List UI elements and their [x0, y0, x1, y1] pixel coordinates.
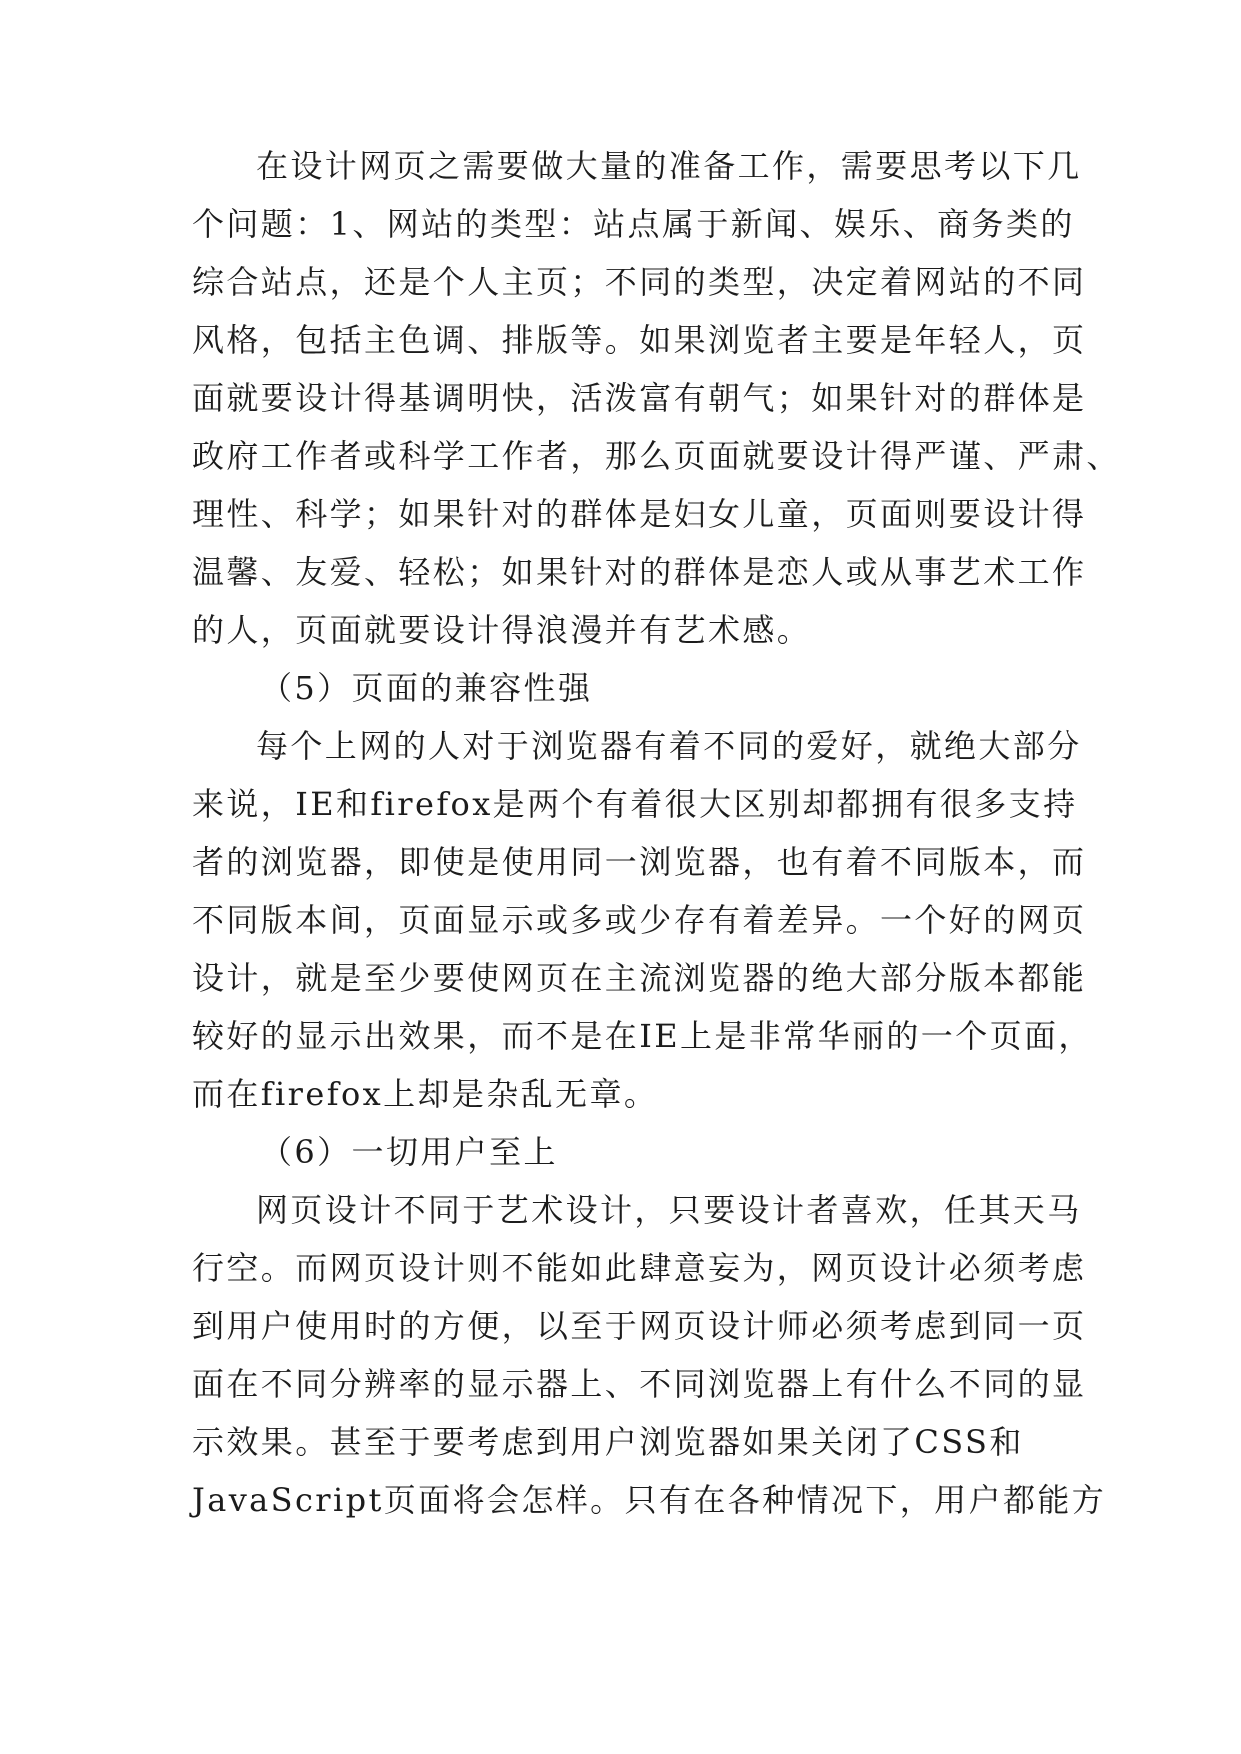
paragraph-line: 不同版本间，页面显示或多或少存有着差异。一个好的网页	[192, 901, 1087, 939]
paragraph-line: 者的浏览器，即使是使用同一浏览器，也有着不同版本，而	[192, 843, 1087, 881]
section-heading: （5）页面的兼容性强	[260, 669, 593, 707]
paragraph-line: 个问题：1、网站的类型：站点属于新闻、娱乐、商务类的	[192, 205, 1075, 243]
paragraph-line: 网页设计不同于艺术设计，只要设计者喜欢，任其天马	[256, 1191, 1082, 1229]
paragraph-line: 设计，就是至少要使网页在主流浏览器的绝大部分版本都能	[192, 959, 1087, 997]
paragraph-line: 的人，页面就要设计得浪漫并有艺术感。	[192, 611, 812, 649]
paragraph-line: 在设计网页之需要做大量的准备工作，需要思考以下几	[256, 147, 1082, 185]
paragraph-line: 政府工作者或科学工作者，那么页面就要设计得严谨、严肃、	[192, 437, 1121, 475]
paragraph-line: 理性、科学；如果针对的群体是妇女儿童，页面则要设计得	[192, 495, 1087, 533]
paragraph-line: 面就要设计得基调明快，活泼富有朝气；如果针对的群体是	[192, 379, 1087, 417]
paragraph-line: 每个上网的人对于浏览器有着不同的爱好，就绝大部分	[256, 727, 1082, 765]
paragraph-line: 较好的显示出效果，而不是在IE上是非常华丽的一个页面，	[192, 1017, 1093, 1055]
paragraph-line: 来说，IE和firefox是两个有着很大区别却都拥有很多支持	[192, 785, 1078, 823]
paragraph-line: 而在firefox上却是杂乱无章。	[192, 1075, 659, 1113]
paragraph-line: 示效果。甚至于要考虑到用户浏览器如果关闭了CSS和	[192, 1423, 1024, 1461]
paragraph-line: 温馨、友爱、轻松；如果针对的群体是恋人或从事艺术工作	[192, 553, 1087, 591]
paragraph-line: 面在不同分辨率的显示器上、不同浏览器上有什么不同的显	[192, 1365, 1087, 1403]
section-heading: （6）一切用户至上	[260, 1133, 558, 1171]
paragraph-line: 行空。而网页设计则不能如此肆意妄为，网页设计必须考虑	[192, 1249, 1087, 1287]
paragraph-line: 风格，包括主色调、排版等。如果浏览者主要是年轻人，页	[192, 321, 1087, 359]
paragraph-line: 到用户使用时的方便，以至于网页设计师必须考虑到同一页	[192, 1307, 1087, 1345]
paragraph-line: 综合站点，还是个人主页；不同的类型，决定着网站的不同	[192, 263, 1087, 301]
paragraph-line: JavaScript页面将会怎样。只有在各种情况下，用户都能方	[192, 1481, 1107, 1519]
